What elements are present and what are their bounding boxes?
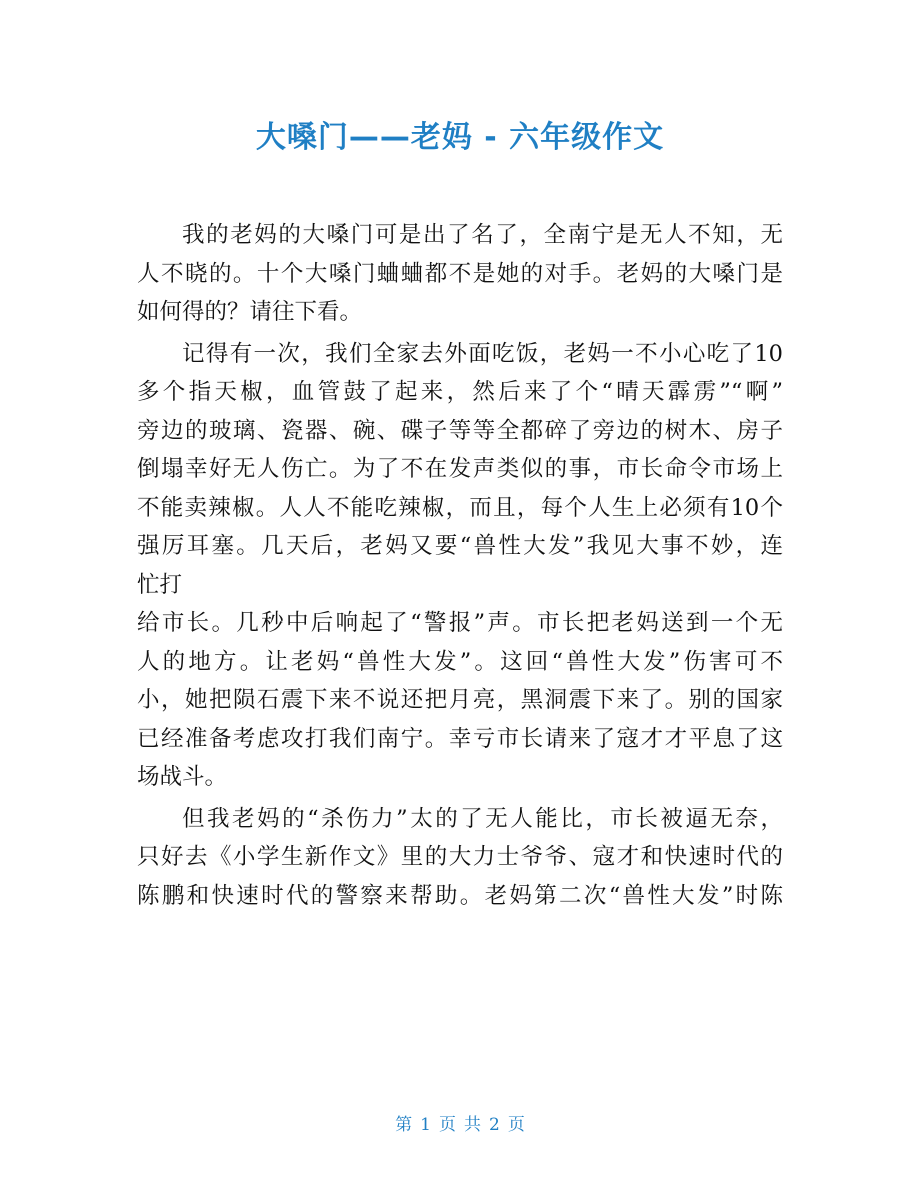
page-footer (0, 1113, 920, 1137)
text-line: 多个指天椒，血管鼓了起来，然后来了个“晴天霹雳”“啊” (137, 379, 783, 405)
text-line: 人不晓的。十个大嗓门蛐蛐都不是她的对手。老妈的大嗓门是 (137, 260, 783, 287)
text-line: 倒塌幸好无人伤亡。为了不在发声类似的事，市长命令市场上 (137, 456, 783, 482)
text-line: 我的老妈的大嗓门可是出了名了，全南宁是无人不知，无 (182, 222, 783, 248)
article-body (137, 216, 783, 915)
text-line: 强厉耳塞。几天后，老妈又要“兽性大发”我见大事不妙，连 (137, 533, 783, 559)
text-line: 忙打 (137, 571, 183, 598)
text-line: 小，她把陨石震下来不说还把月亮，黑洞震下来了。别的国家 (137, 687, 783, 713)
text-line: 只好去《小学生新作文》里的大力士爷爷、寇才和快速时代的 (137, 844, 783, 870)
text-line: 已经准备考虑攻打我们南宁。幸亏市长请来了寇才才平息了这 (137, 725, 783, 752)
text-line: 如何得的？请往下看。 (137, 299, 363, 325)
footer-word: 共 (464, 1115, 481, 1135)
text-line: 场战斗。 (137, 764, 228, 790)
total-page-number: 2 (489, 1115, 500, 1135)
text-line: 不能卖辣椒。人人不能吃辣椒，而且，每个人生上必须有10个 (137, 494, 783, 521)
text-line: 陈鹏和快速时代的警察来帮助。老妈第二次“兽性大发”时陈 (137, 882, 783, 909)
text-line: 记得有一次，我们全家去外面吃饭，老妈一不小心吃了10 (182, 340, 783, 367)
text-line: 给市长。几秒中后响起了“警报”声。市长把老妈送到一个无 (137, 610, 783, 636)
footer-word: 页 (507, 1115, 525, 1135)
text-line: 但我老妈的“杀伤力”太的了无人能比，市长被逼无奈， (182, 805, 783, 832)
page-title: 大嗓门——老妈 - 六年级作文 (255, 120, 665, 155)
footer-word: 第 (395, 1115, 413, 1135)
current-page-number: 1 (420, 1115, 431, 1135)
footer-word: 页 (439, 1115, 456, 1135)
text-line: 人的地方。让老妈“兽性大发”。这回“兽性大发”伤害可不 (137, 648, 783, 675)
text-line: 旁边的玻璃、瓷器、碗、碟子等等全都碎了旁边的树木、房子 (137, 417, 783, 444)
